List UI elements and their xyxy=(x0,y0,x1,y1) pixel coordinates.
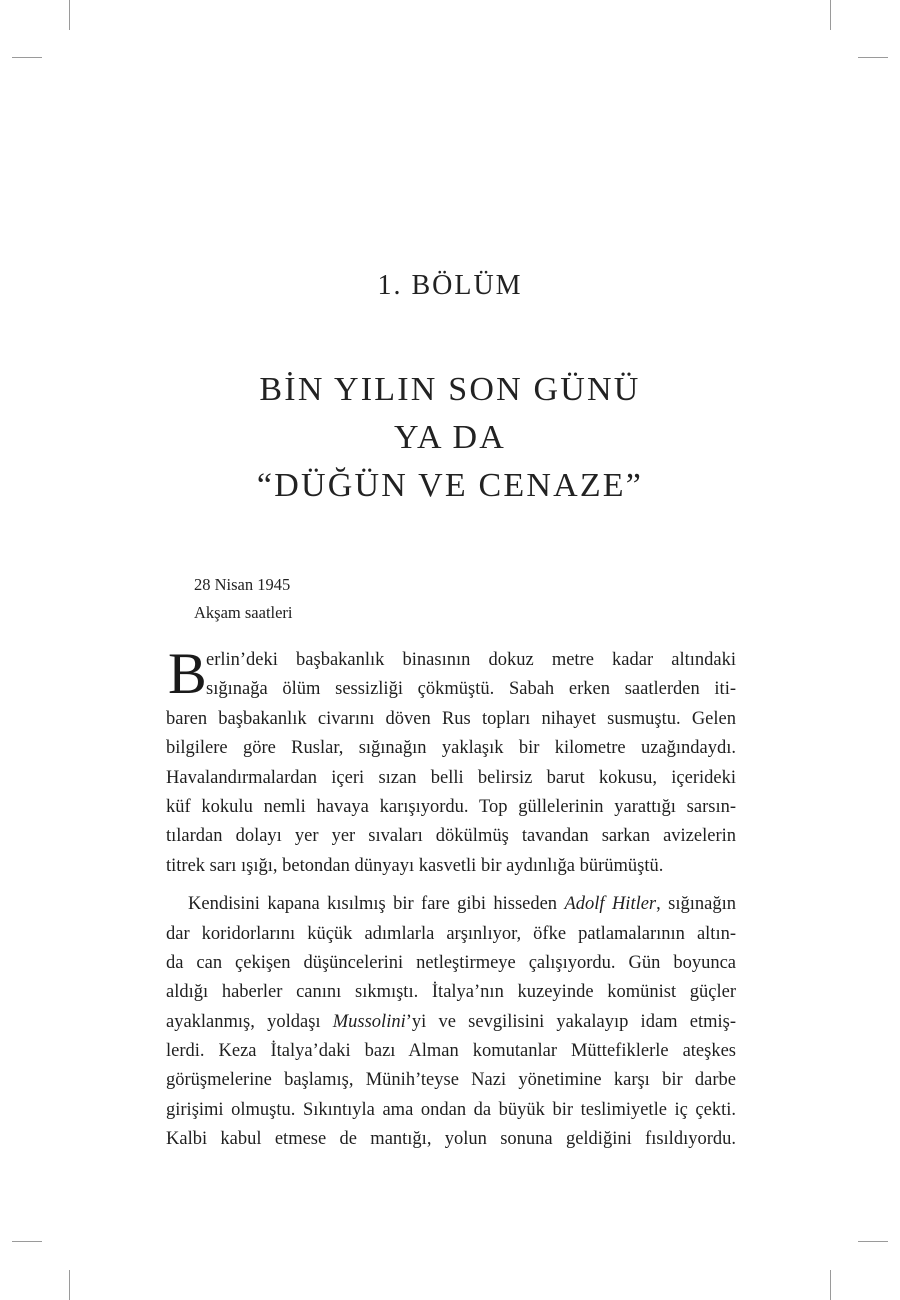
crop-mark-bottom-right-h xyxy=(858,1241,888,1242)
chapter-title-line: BİN YILIN SON GÜNÜ xyxy=(259,371,641,408)
text-line: aldığı haberler canını sıkmıştı. İtalya’nın kuzeyinde komünist güçler xyxy=(166,982,736,1003)
dateline-time: Akşam saatleri xyxy=(194,603,293,622)
dateline-date: 28 Nisan 1945 xyxy=(194,575,291,594)
text-line xyxy=(166,890,736,919)
chapter-title-line: “DÜĞÜN VE CENAZE” xyxy=(256,467,644,504)
text-line: lerdi. Keza İtalya’daki bazı Alman komutanlar Müttefiklerle ateşkes xyxy=(166,1041,736,1062)
crop-mark-bottom-left xyxy=(69,1270,70,1300)
text-span: ’yi ve sevgilisini yakalayıp idam etmiş- xyxy=(405,1011,737,1032)
text-span: Kendisini kapana kısılmış bir fare gibi hisseden xyxy=(188,894,565,915)
paragraph-2 xyxy=(166,890,736,1155)
text-line: dar koridorlarını küçük adımlarla arşınlıyor, öfke patlamalarının altın- xyxy=(166,923,736,944)
text-line: erlin’deki başbakanlık binasının dokuz metre kadar altındaki xyxy=(206,650,736,670)
paragraph-1 xyxy=(166,641,736,881)
chapter-number: 1. BÖLÜM xyxy=(377,270,523,301)
text-line: girişimi olmuştu. Sıkıntıyla ama ondan da büyük bir teslimiyetle iç çekti. xyxy=(166,1099,736,1120)
chapter-title-line: YA DA xyxy=(393,419,507,456)
text-line: görüşmelerine başlamış, Münih’teyse Nazi yönetimine karşı bir darbe xyxy=(166,1070,736,1091)
body-text xyxy=(166,641,737,1155)
crop-mark-top-left xyxy=(69,0,70,30)
text-line: tılardan dolayı yer yer sıvaları dökülmüş tavandan sarkan avizelerin xyxy=(166,826,736,847)
text-line: bilgilere göre Ruslar, sığınağın yaklaşık bir kilometre uzağındaydı. xyxy=(166,738,736,759)
chapter-title xyxy=(0,366,900,510)
drop-cap: B xyxy=(168,641,207,706)
crop-mark-bottom-right xyxy=(830,1270,831,1300)
text-span: ayaklanmış, yoldaşı xyxy=(166,1011,333,1032)
person-name: Mussolini xyxy=(332,1011,406,1032)
dateline xyxy=(194,571,293,627)
text-line: baren başbakanlık civarını döven Rus topları nihayet susmuştu. Gelen xyxy=(166,708,736,729)
crop-mark-bottom-left-h xyxy=(12,1241,42,1242)
person-name: Adolf Hitler xyxy=(564,894,657,915)
text-line: Kalbi kabul etmese de mantığı, yolun sonuna geldiğini fısıldıyordu. xyxy=(166,1129,736,1150)
text-line xyxy=(166,1008,736,1037)
text-line: titrek sarı ışığı, betondan dünyayı kasvetli bir aydınlığa bürümüştü. xyxy=(166,855,664,876)
text-line: da can çekişen düşüncelerini netleştirmeye çalışıyordu. Gün boyunca xyxy=(166,952,736,973)
text-span: , sığınağın xyxy=(656,894,736,915)
text-line: küf kokulu nemli havaya karışıyordu. Top güllelerinin yarattığı sarsın- xyxy=(166,796,736,817)
crop-mark-top-right xyxy=(830,0,831,30)
crop-mark-top-right-h xyxy=(858,57,888,58)
text-line: Havalandırmalardan içeri sızan belli belirsiz barut kokusu, içerideki xyxy=(166,767,736,788)
crop-mark-top-left-h xyxy=(12,57,42,58)
text-line: sığınağa ölüm sessizliği çökmüştü. Sabah erken saatlerden iti- xyxy=(206,679,736,700)
